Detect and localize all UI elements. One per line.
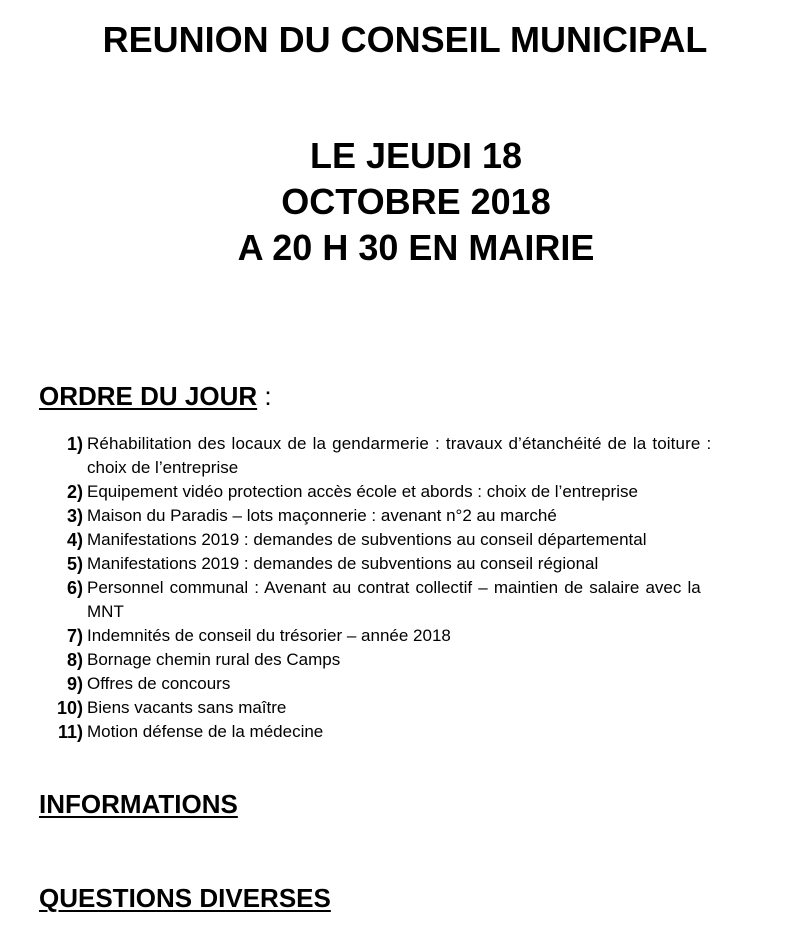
agenda-item-text (87, 720, 780, 744)
agenda-item-text (87, 480, 780, 504)
agenda-item-text (87, 432, 780, 480)
agenda-item-9 (0, 672, 810, 696)
agenda-item-number: 11) (57, 722, 83, 742)
agenda-item-line: Bornage chemin rural des Camps (87, 650, 341, 669)
date-line-time-place: A 20 H 30 EN MAIRIE (237, 227, 595, 268)
agenda-item-line: Biens vacants sans maître (87, 698, 287, 717)
questions-diverses-title: QUESTIONS DIVERSES (39, 883, 331, 913)
agenda-item-number: 10) (56, 698, 83, 718)
agenda-item-number: 7) (66, 626, 83, 646)
agenda-item-2 (0, 480, 810, 504)
agenda-item-number: 2) (66, 482, 83, 502)
agenda-item-number: 9) (66, 674, 83, 694)
page-title: REUNION DU CONSEIL MUNICIPAL (102, 19, 708, 60)
agenda-item-6 (0, 576, 810, 624)
agenda-item-line: Motion défense de la médecine (87, 722, 324, 741)
agenda-item-line: Réhabilitation des locaux de la gendarmerie : travaux d’étanchéité de la toiture : (87, 434, 712, 453)
agenda-item-number: 4) (66, 530, 83, 550)
date-line-month: OCTOBRE 2018 (281, 181, 551, 222)
agenda-item-number: 1) (66, 434, 83, 454)
agenda-item-line: Equipement vidéo protection accès école et abords : choix de l’entreprise (87, 482, 638, 501)
ordre-du-jour-title: ORDRE DU JOUR (39, 381, 258, 411)
agenda-item-line: Indemnités de conseil du trésorier – année 2018 (87, 626, 451, 645)
agenda-item-text (87, 696, 780, 720)
agenda-item-line: Offres de concours (87, 674, 231, 693)
agenda-item-5 (0, 552, 810, 576)
informations-heading (39, 788, 238, 820)
agenda-item-line: Personnel communal : Avenant au contrat collectif – maintien de salaire avec la (87, 578, 701, 597)
agenda-item-line: MNT (87, 602, 124, 621)
meeting-date-block (0, 133, 810, 271)
agenda-item-1 (0, 432, 810, 480)
agenda-item-text (87, 576, 780, 624)
agenda-item-number: 8) (66, 650, 83, 670)
ordre-du-jour-heading (39, 380, 272, 412)
agenda-item-3 (0, 504, 810, 528)
agenda-item-7 (0, 624, 810, 648)
agenda-item-number: 5) (66, 554, 83, 574)
agenda-item-text (87, 648, 780, 672)
ordre-du-jour-colon: : (264, 381, 272, 411)
agenda-item-line: choix de l’entreprise (87, 458, 239, 477)
agenda-item-line: Manifestations 2019 : demandes de subventions au conseil départemental (87, 530, 647, 549)
agenda-item-number: 6) (66, 578, 83, 598)
agenda-item-text (87, 504, 780, 528)
agenda-item-11 (0, 720, 810, 744)
agenda-item-text (87, 624, 780, 648)
questions-diverses-heading (39, 882, 331, 914)
agenda-item-text (87, 528, 780, 552)
agenda-item-8 (0, 648, 810, 672)
agenda-item-4 (0, 528, 810, 552)
agenda-item-text (87, 672, 780, 696)
date-line-day: LE JEUDI 18 (309, 135, 523, 176)
agenda-list (0, 432, 810, 744)
agenda-item-number: 3) (66, 506, 83, 526)
agenda-item-line: Maison du Paradis – lots maçonnerie : avenant n°2 au marché (87, 506, 557, 525)
agenda-item-text (87, 552, 780, 576)
agenda-item-line: Manifestations 2019 : demandes de subventions au conseil régional (87, 554, 599, 573)
informations-title: INFORMATIONS (39, 789, 238, 819)
agenda-item-10 (0, 696, 810, 720)
